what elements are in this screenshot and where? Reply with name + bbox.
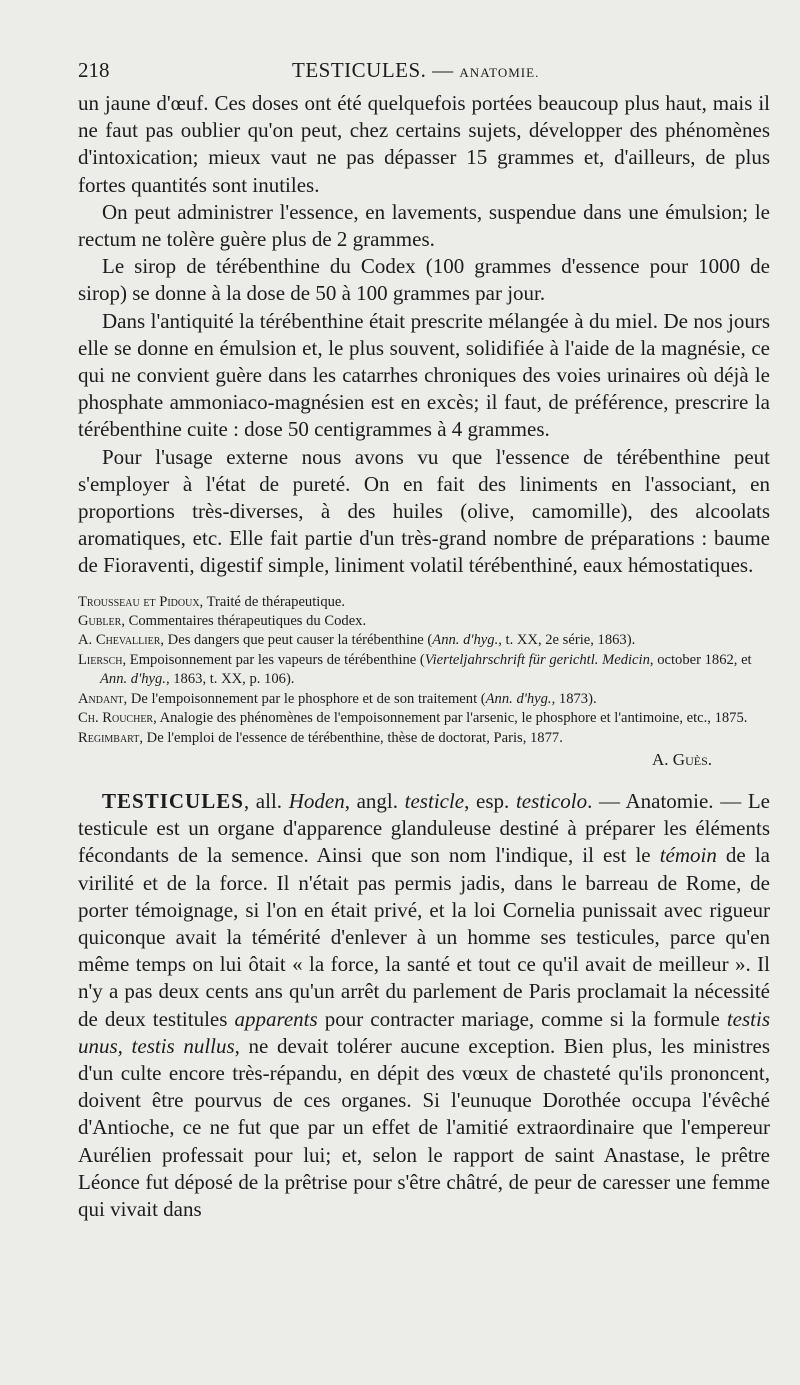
paragraph: Le sirop de térébenthine du Codex (100 grammes d'essence pour 1000 de sirop) se donne à la dose de 50 à 100 grammes par jour. <box>78 254 770 306</box>
reference-item: Andant, De l'empoisonnement par le phosphore et de son traitement (Ann. d'hyg., 1873). <box>78 690 597 707</box>
running-title: TESTICULES. — ANATOMIE. <box>292 58 540 82</box>
reference-item: A. Chevallier, Des dangers que peut causer la térébenthine (Ann. d'hyg., t. XX, 2e série, 1863). <box>78 632 636 649</box>
bibliography <box>78 593 770 748</box>
section-heading: . — Anatomie. — <box>587 788 742 813</box>
body-text <box>78 90 770 580</box>
reference-item: Gubler, Commentaires thérapeutiques du Codex. <box>78 613 367 630</box>
paragraph: On peut administrer l'essence, en lavements, suspendue dans une émulsion; le rectum ne tolère guère plus de 2 grammes. <box>78 199 770 252</box>
paragraph: un jaune d'œuf. Ces doses ont été quelquefois portées beaucoup plus haut, mais il ne faut pas oublier qu'on peut, chez certains sujets, développer des phénomènes d'intoxication; mieux vaut ne pas dépasser 15 grammes et, d'ailleurs, de plus fortes quantités sont inutiles. <box>78 91 770 197</box>
paragraph: Dans l'antiquité la térébenthine était prescrite mélangée à du miel. De nos jours elle se donne en émulsion et, le plus souvent, solidifiée à l'aide de la magnésie, ce qui ne convient guère dans les catarrhes chroniques des voies urinaires où déjà le phosphate ammoniaco-magnésien est en excès; il faut, de préférence, prescrire la térébenthine cuite : dose 50 centigrammes à 4 grammes. <box>78 308 770 442</box>
reference-item: Trousseau et Pidoux, Traité de thérapeutique. <box>78 593 346 610</box>
page-number: 218 <box>78 58 110 82</box>
running-head <box>78 58 770 90</box>
reference-item: Liersch, Empoisonnement par les vapeurs de térébenthine (Vierteljahrschrift für gerichtl. Medicin, october 1862, et Ann. d'hyg., 1863, t. XX, p. 106). <box>78 651 752 688</box>
entry-paragraph: TESTICULES, all. Hoden, angl. testicle, esp. testicolo. — Anatomie. — Le testicule est un organe d'apparence glanduleuse destiné à préparer les éléments fécondants de la semence. Ainsi que son nom l'indique, il est le témoin de la virilité et de la force. Il n'était pas permis jadis, dans le barreau de Rome, de porter témoignage, si l'on en était privé, et la loi Cornelia punissait avec rigueur quiconque avait la témérité d'enlever à un homme ses testicules, parce qu'en même temps on lui ôtait « la force, la santé et tout ce qu'il avait de meilleur ». Il n'y a pas deux cents ans qu'un arrêt du parlement de Paris proclamait la nécessité de deux testitules apparents pour contracter mariage, comme si la formule testis unus, testis nullus, ne devait tolérer aucune exception. Bien plus, les ministres d'un culte encore très-répandu, en dépit des vœux de chasteté qu'ils prononcent, doivent être pourvus de ces organes. Si l'eunuque Dorothée occupa l'évêché d'Antioche, ce ne fut que par un effet de l'amitié extraordinaire que l'empereur Aurélien professait pour lui; et, selon le rapport de saint Anastase, le prêtre Léonce fut déposé de la prêtrise pour s'être châtré, de peur de caresser une femme qui vivait dans <box>78 788 770 1221</box>
entry-headword: TESTICULES <box>102 788 244 813</box>
reference-item: Regimbart, De l'emploi de l'essence de térébenthine, thèse de doctorat, Paris, 1877. <box>78 729 563 746</box>
paragraph: Pour l'usage externe nous avons vu que l'essence de térébenthine peut s'employer à l'état de pureté. On en fait des liniments en l'associant, en proportions très-diverses, à des huiles (olive, camomille), des alcoolats aromatiques, etc. Elle fait partie d'un très-grand nombre de préparations : baume de Fioraventi, digestif simple, liniment volatil térébenthiné, eaux hémostatiques. <box>78 444 770 578</box>
author-signature: A. Guès. <box>652 749 712 769</box>
reference-item: Ch. Roucher, Analogie des phénomènes de l'empoisonnement par l'arsenic, le phosphore et l'antimoine, etc., 1875. <box>78 710 748 727</box>
entry-text <box>78 788 770 1223</box>
